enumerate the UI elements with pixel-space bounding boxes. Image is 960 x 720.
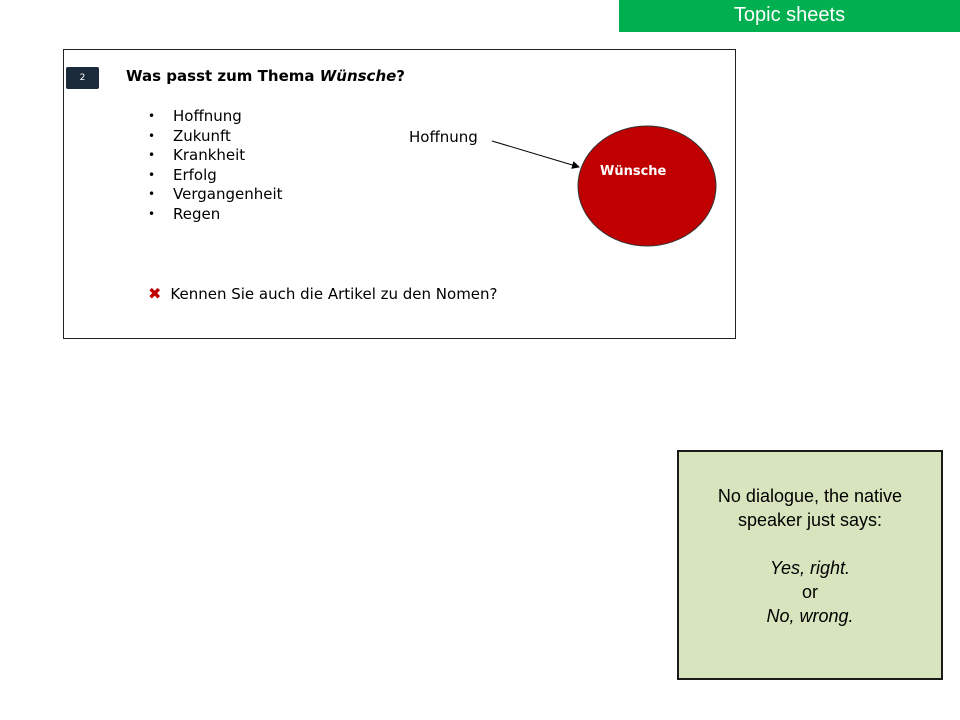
bullet-icon: • [148, 167, 156, 182]
topic-circle-label: Wünsche [600, 164, 667, 179]
list-item-label: Regen [173, 204, 221, 223]
mindmap-diagram [489, 125, 719, 255]
list-item-label: Hoffnung [173, 107, 242, 125]
note-separator: or [801, 582, 818, 602]
connector-arrow [492, 141, 579, 167]
title-suffix: ? [396, 67, 405, 85]
list-item [148, 205, 283, 225]
bullet-icon: • [148, 148, 156, 163]
list-item [148, 166, 283, 186]
topic-sheets-tab: Topic sheets [619, 0, 960, 32]
topic-circle [578, 126, 716, 246]
title-emphasis: Wünsche [319, 67, 397, 85]
list-item-label: Vergangenheit [173, 185, 283, 204]
bullet-icon: • [148, 187, 156, 202]
exercise-panel [63, 49, 736, 339]
list-item-label: Zukunft [173, 126, 231, 145]
question-text: Kennen Sie auch die Artikel zu den Nomen? [170, 285, 498, 303]
note-option-yes: Yes, right. [769, 558, 851, 578]
bullet-icon: • [148, 109, 156, 123]
list-item [148, 146, 283, 166]
example-word: Hoffnung [409, 128, 478, 146]
list-item [148, 127, 283, 147]
title-prefix: Was passt zum Thema [126, 67, 320, 85]
list-item [148, 185, 283, 205]
list-item [148, 107, 283, 127]
list-item-label: Erfolg [173, 165, 217, 184]
question-row [148, 284, 498, 303]
exercise-number-badge: 2 [66, 67, 99, 89]
note-option-no: No, wrong. [766, 606, 854, 626]
bullet-icon: • [148, 128, 156, 143]
note-intro: No dialogue, the native speaker just says: [717, 486, 903, 530]
exercise-title [126, 67, 405, 85]
x-mark-icon: ✖ [148, 284, 162, 303]
note-spacer [679, 532, 941, 556]
bullet-icon: • [148, 206, 156, 221]
instruction-note [677, 450, 943, 680]
word-list [148, 107, 283, 225]
list-item-label: Krankheit [173, 146, 246, 165]
